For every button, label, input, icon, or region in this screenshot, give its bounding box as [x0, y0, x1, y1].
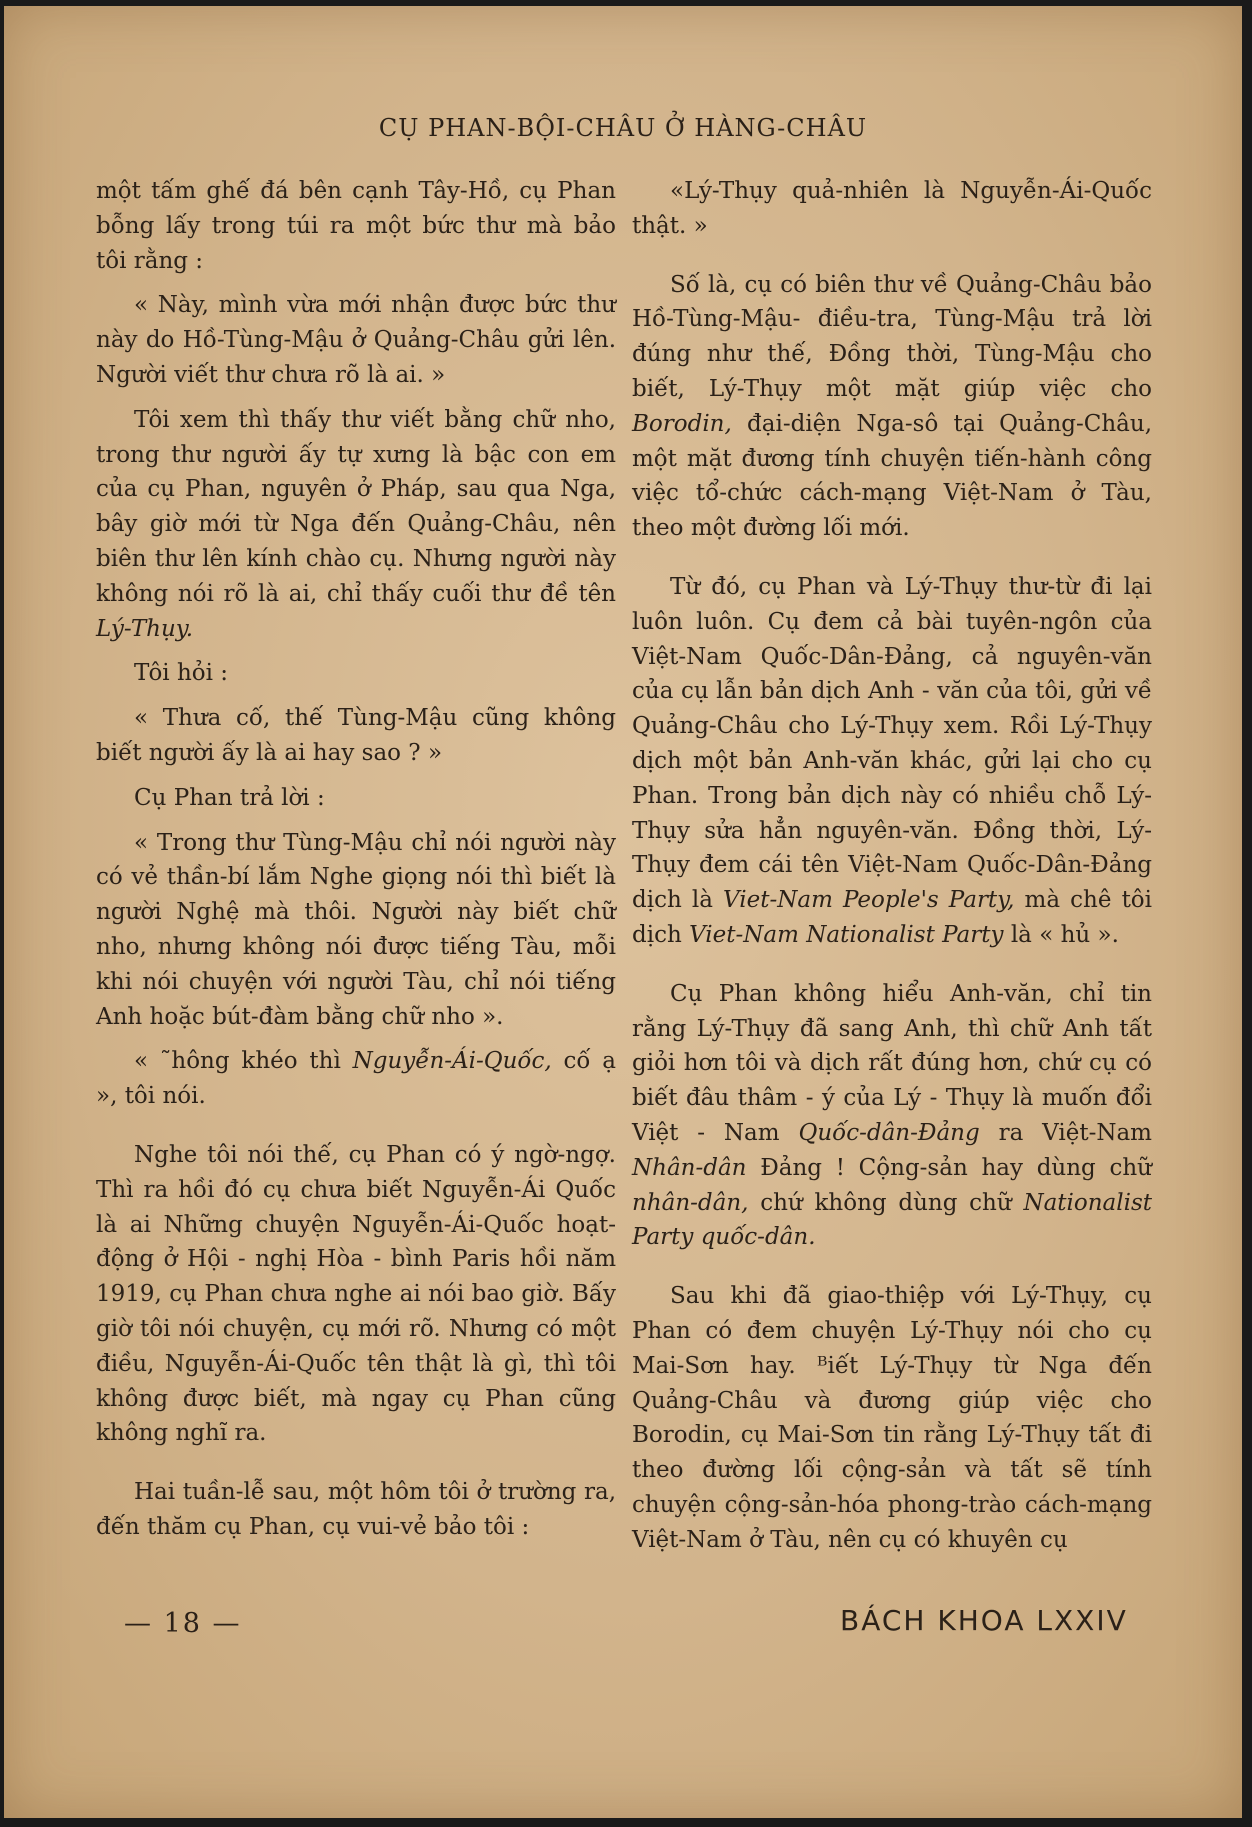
paragraph: « Này, mình vừa mới nhận được bức thư này do Hồ-Tùng-Mậu ở Quảng-Châu gửi lên. Người viết thư chưa rõ là ai. »: [96, 292, 616, 388]
paragraph: [632, 570, 1152, 953]
magazine-issue: BÁCH KHOA LXXIV: [840, 1604, 1128, 1637]
paragraph: Cụ Phan trả lời :: [134, 784, 325, 811]
paragraph: «Lý-Thụy quả-nhiên là Nguyễn-Ái-Quốc thật. »: [632, 178, 1152, 239]
italic-phrase: Nhân-dân: [632, 1154, 747, 1181]
name-borodin: Borodin,: [632, 410, 732, 437]
paragraph-text: mà chê tôi dịch: [632, 887, 1153, 948]
paragraph-text: Số là, cụ có biên thư về Quảng-Châu bảo Hồ-Tùng-Mậu- điều-tra, Tùng-Mậu trả lời đúng như thế, Đồng thời, Tùng-Mậu cho biết, Lý-Thụy một mặt giúp việc cho: [632, 271, 1152, 402]
paragraph: [96, 403, 616, 647]
paragraph-text: « ˜hông khéo thì: [134, 1048, 341, 1075]
magazine-page: [4, 6, 1242, 1818]
paragraph: « Thưa cố, thế Tùng-Mậu cũng không biết người ấy là ai hay sao ? »: [96, 705, 616, 766]
paragraph: Nghe tôi nói thế, cụ Phan có ý ngờ-ngợ. Thì ra hồi đó cụ chưa biết Nguyễn-Ái Quốc là ai Những chuyện Nguyễn-Ái-Quốc hoạt-động ở Hội - nghị Hòa - bình Paris hồi năm 1919, cụ Phan chưa nghe ai nói bao giờ. Bấy giờ tôi nói chuyện, cụ mới rõ. Nhưng có một điều, Nguyễn-Ái-Quốc tên thật là gì, thì tôi không được biết, mà ngay cụ Phan cũng không nghĩ ra.: [96, 1141, 616, 1447]
paragraph-text: Tôi xem thì thấy thư viết bằng chữ nho, trong thư người ấy tự xưng là bậc con em của cụ Phan, nguyên ở Pháp, sau qua Nga, bây giờ mới từ Nga đến Quảng-Châu, nên biên thư lên kính chào cụ. Nhưng người này không nói rõ là ai, chỉ thấy cuối thư đề tên: [96, 406, 616, 607]
right-column: [632, 174, 1152, 1557]
left-column: [96, 174, 616, 1545]
paragraph: [96, 1044, 616, 1114]
paragraph: Hai tuần-lễ sau, một hôm tôi ở trường ra, đến thăm cụ Phan, cụ vui-vẻ bảo tôi :: [96, 1479, 616, 1540]
italic-phrase: Quốc-dân-Đảng: [798, 1119, 980, 1146]
paragraph: [632, 268, 1152, 546]
paragraph: [632, 977, 1152, 1255]
name-ly-thuy: Lý-Thụy.: [96, 615, 194, 642]
running-head: CỤ PHAN-BỘI-CHÂU Ở HÀNG-CHÂU: [378, 114, 868, 142]
paragraph-text: chứ không dùng chữ: [760, 1189, 1012, 1216]
italic-phrase: Viet-Nam Nationalist Party: [689, 921, 1004, 948]
name-nguyen-ai-quoc: Nguyễn-Ái-Quốc,: [352, 1048, 552, 1075]
paragraph: một tấm ghế đá bên cạnh Tây-Hồ, cụ Phan bỗng lấy trong túi ra một bức thư mà bảo tôi rằng :: [96, 178, 616, 274]
italic-phrase: nhân-dân,: [632, 1189, 749, 1216]
paragraph-text: ra Việt-Nam: [998, 1119, 1152, 1146]
paragraph-text: Cụ Phan không hiểu Anh-văn, chỉ tin rằng Lý-Thụy đã sang Anh, thì chữ Anh tất giỏi hơn tôi và dịch rất đúng hơn, chứ cụ có biết đâu thâm - ý của Lý - Thụy là muốn đổi Việt - Nam: [632, 980, 1152, 1146]
italic-phrase: Viet-Nam People's Party,: [723, 887, 1015, 914]
paragraph-text: cố ạ », tôi nói.: [96, 1048, 616, 1110]
paragraph: Sau khi đã giao-thiệp với Lý-Thụy, cụ Phan có đem chuyện Lý-Thụy nói cho cụ Mai-Sơn hay. ᴮiết Lý-Thụy từ Nga đến Quảng-Châu và đương giúp việc cho Borodin, cụ Mai-Sơn tin rằng Lý-Thụy tất đi theo đường lối cộng-sản và tất sẽ tính chuyện cộng-sản-hóa phong-trào cách-mạng Việt-Nam ở Tàu, nên cụ có khuyên cụ: [632, 1283, 1152, 1553]
paragraph-text: đại-diện Nga-sô tại Quảng-Châu, một mặt đương tính chuyện tiến-hành công việc tổ-chức cách-mạng Việt-Nam ở Tàu, theo một đường lối mới.: [632, 410, 1153, 542]
paragraph-text: là « hủ ».: [1010, 921, 1119, 948]
paragraph-text: Từ đó, cụ Phan và Lý-Thụy thư-từ đi lại luôn luôn. Cụ đem cả bài tuyên-ngôn của Việt-Nam Quốc-Dân-Đảng, cả nguyên-văn của cụ lẫn bản dịch Anh - văn của tôi, gửi về Quảng-Châu cho Lý-Thụy xem. Rồi Lý-Thụy dịch một bản Anh-văn khác, gửi lại cho cụ Phan. Trong bản dịch này có nhiều chỗ Lý-Thụy sửa hẳn nguyên-văn. Đồng thời, Lý-Thụy đem cái tên Việt-Nam Quốc-Dân-Đảng dịch là: [632, 573, 1152, 914]
page-number: — 18 —: [124, 1608, 242, 1639]
paragraph-text: Đảng ! Cộng-sản hay dùng chữ: [760, 1154, 1152, 1181]
paragraph: Tôi hỏi :: [134, 660, 229, 687]
paragraph: « Trong thư Tùng-Mậu chỉ nói người này có vẻ thần-bí lắm Nghe giọng nói thì biết là người Nghệ mà thôi. Người này biết chữ nho, nhưng không nói được tiếng Tàu, mỗi khi nói chuyện với người Tàu, chỉ nói tiếng Anh hoặc bút-đàm bằng chữ nho ».: [96, 829, 616, 1030]
italic-phrase: Nationalist Party quốc-dân.: [632, 1189, 1153, 1251]
